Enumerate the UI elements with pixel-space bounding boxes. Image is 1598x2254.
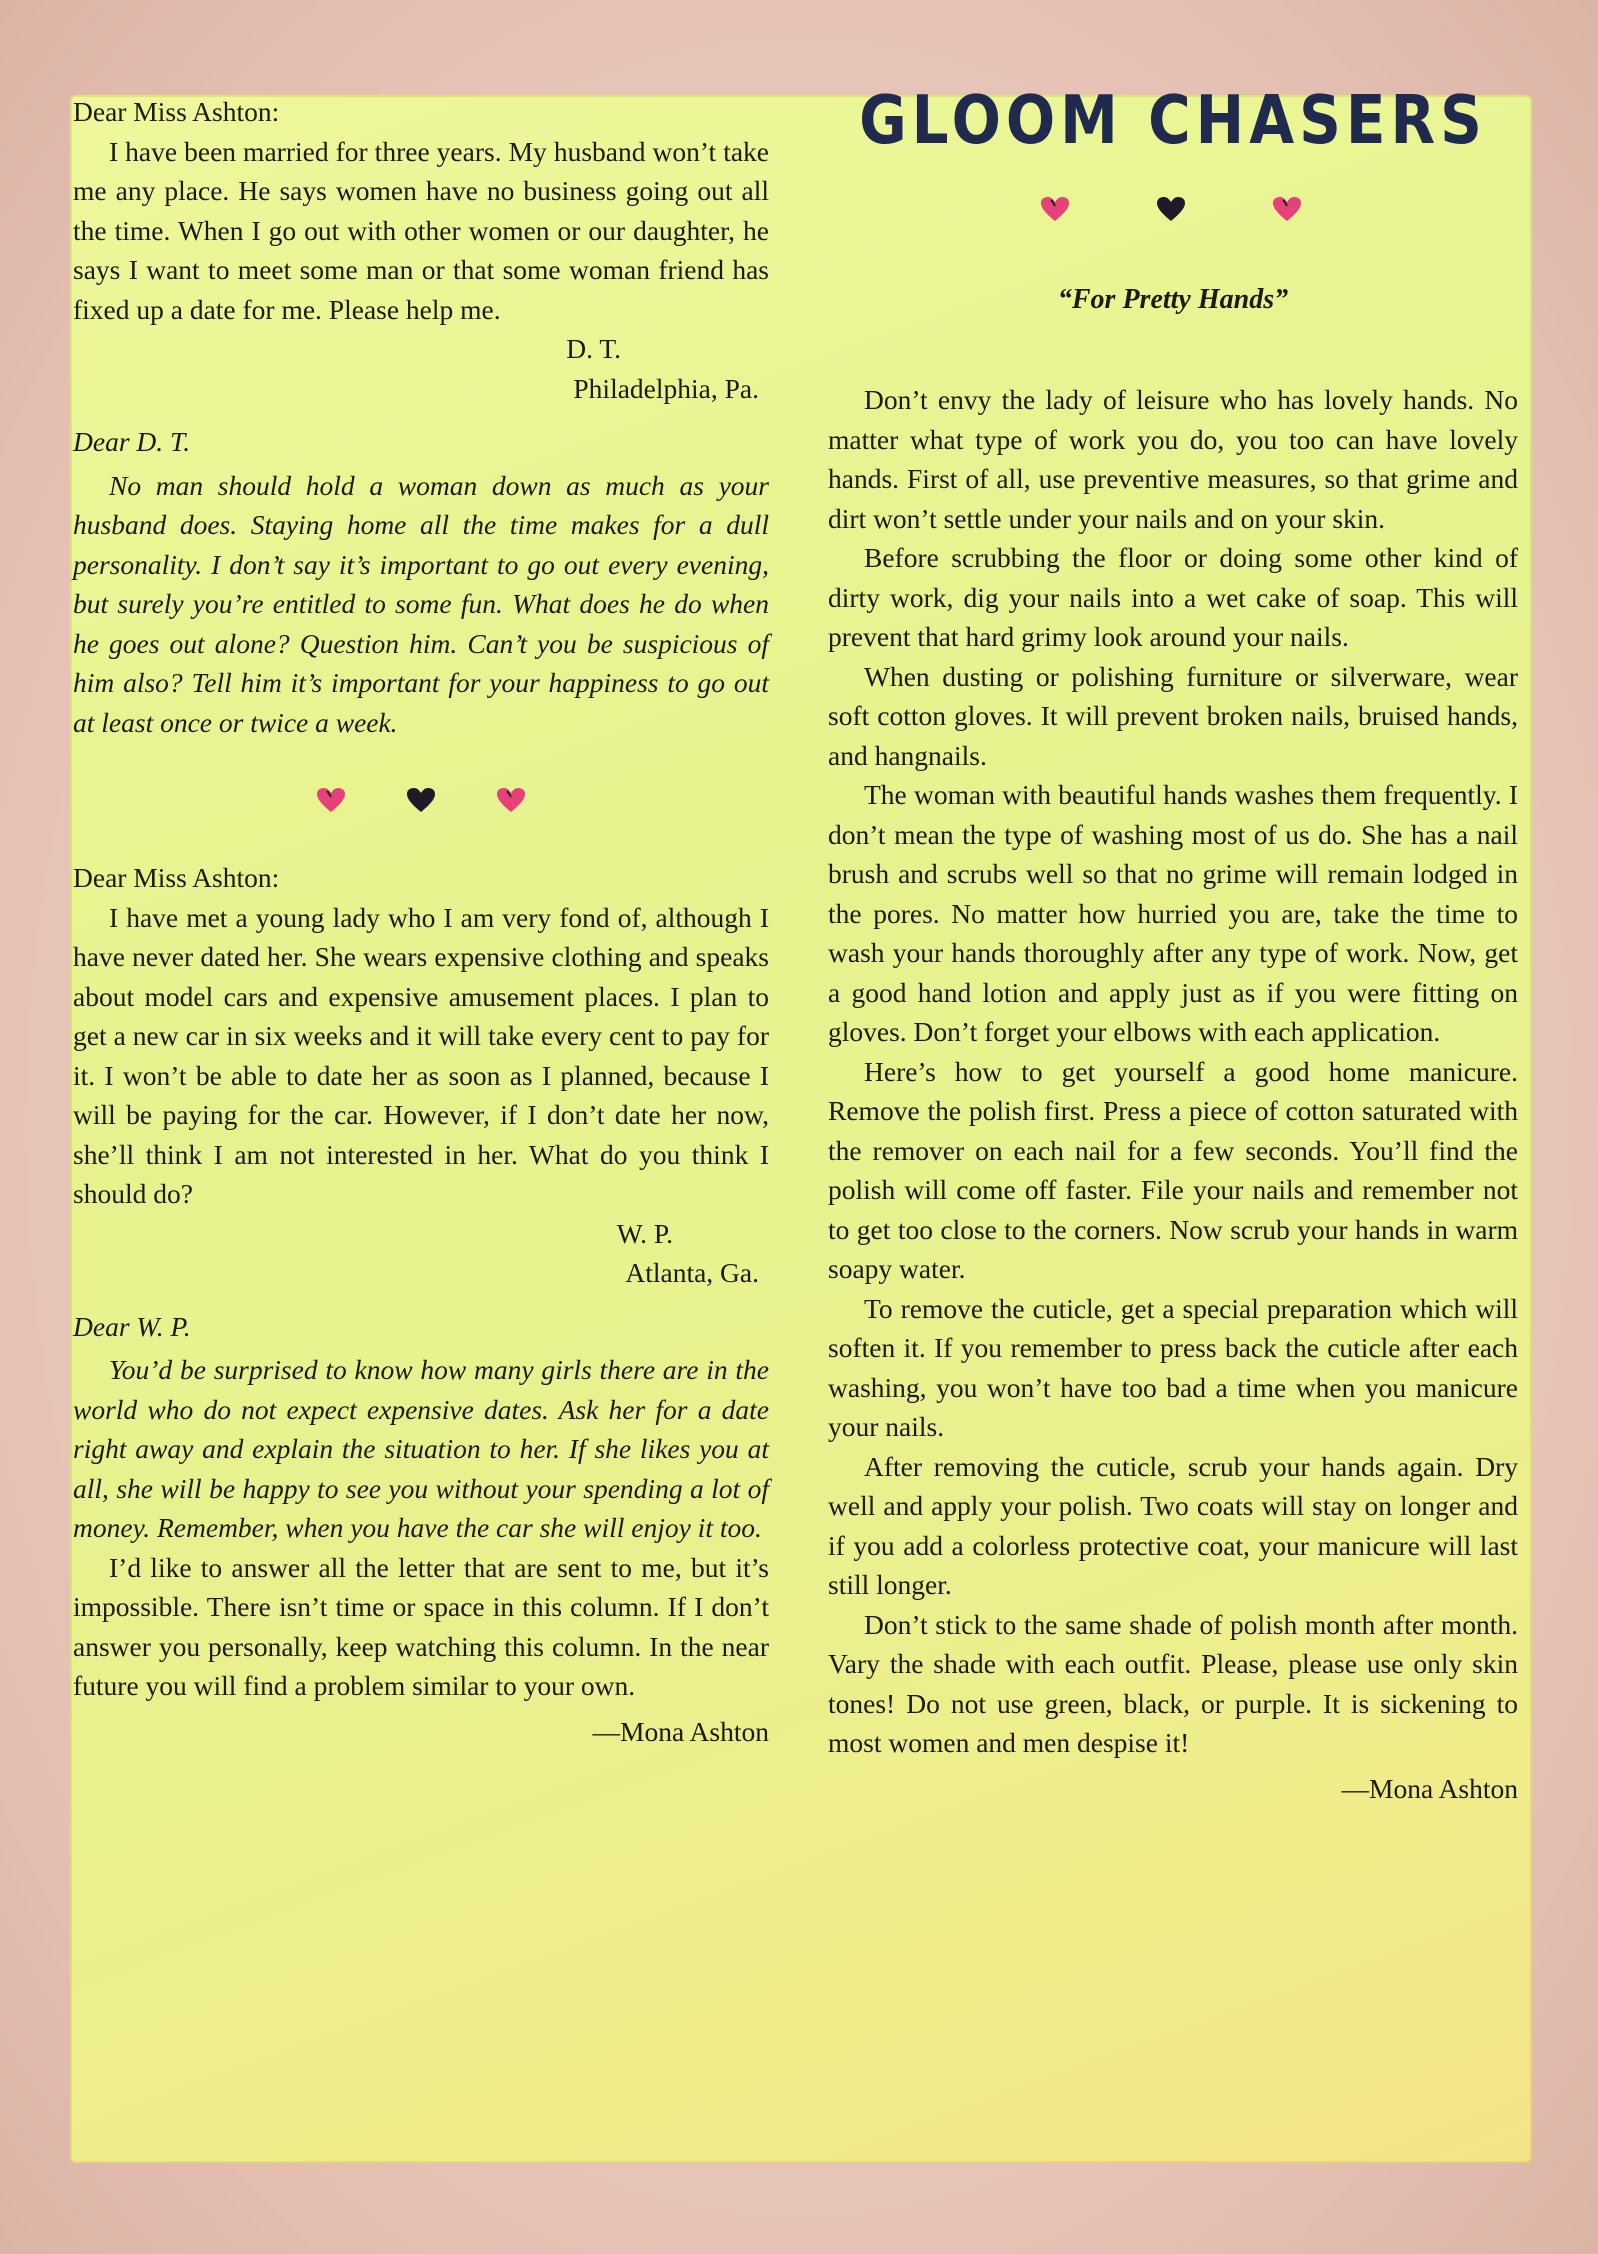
- article-paragraph: When dusting or polishing furniture or silverware, wear soft cotton gloves. It will prevent broken nails, bruised hands, and hangnails.: [828, 660, 1518, 771]
- article-paragraph: The woman with beautiful hands washes them frequently. I don’t mean the type of washing most of us do. She has a nail brush and scrubs well so that no grime will remain lodged in the pores. No matter how hurried you are, take the time to wash your hands thoroughly after any type of work. Now, get a good hand lotion and apply just as if you were fitting on gloves. Don’t forget your elbows with each application.: [828, 779, 1518, 1047]
- letter2-body: I have met a young lady who I am very fond of, although I have never dated her. She wears expensive clothing and speaks about model cars and expensive amusement places. I plan to get a new car in six weeks and it will take every cent to pay for it. I won’t be able to date her as soon as I planned, because I will be paying for the car. However, if I don’t date her now, she’ll think I am not interested in her. What do you think I should do?: [73, 901, 769, 1209]
- heart-icon: [1156, 196, 1186, 222]
- letter1-salutation: Dear Miss Ashton:: [73, 96, 280, 127]
- letter2-signature: [73, 1214, 769, 1293]
- page-title: GLOOM CHASERS: [859, 80, 1487, 160]
- article-paragraph: After removing the cuticle, scrub your hands again. Dry well and apply your polish. Two coats will stay on longer and if you add a colorless protective coat, your manicure will last still longer.: [828, 1450, 1518, 1600]
- article-paragraph: Don’t envy the lady of leisure who has lovely hands. No matter what type of work you do, you too can have lovely hands. First of all, use preventive measures, so that grime and dirt won’t settle under your nails and on your skin.: [828, 384, 1518, 534]
- reply1-body: No man should hold a woman down as much as your husband does. Staying home all the time makes for a dull personality. I don’t say it’s important to go out every evening, but surely you’re entitled to some fun. What does he do when he goes out alone? Question him. Can’t you be suspicious of him also? Tell him it’s important for your happiness to go out at least once or twice a week.: [73, 469, 769, 738]
- heart-icon: [496, 787, 526, 813]
- article-paragraph: Here’s how to get yourself a good home manicure. Remove the polish first. Press a piece of cotton saturated with the remover on each nail for a few seconds. You’ll find the polish will come off faster. File your nails and remember not to get too close to the corners. Now scrub your hands in warm soapy water.: [828, 1055, 1518, 1284]
- right-signoff: —Mona Ashton: [1341, 1772, 1518, 1804]
- letter1-signature: [73, 329, 769, 408]
- heart-icon: [406, 787, 436, 813]
- article-column: [828, 380, 1518, 1808]
- heart-icon: [316, 787, 346, 813]
- heart-divider-left: [73, 780, 769, 820]
- letter2-signature-name: W. P.: [616, 1217, 673, 1249]
- article-paragraph: Don’t stick to the same shade of polish month after month. Vary the shade with each outfit. Please, please use only skin tones! Do not use green, black, or purple. It is sickening to most women and men despise it!: [828, 1608, 1518, 1758]
- article-paragraph: Before scrubbing the floor or doing some other kind of dirty work, dig your nails into a wet cake of soap. This will prevent that hard grimy look around your nails.: [828, 542, 1518, 652]
- letter2-salutation: Dear Miss Ashton:: [73, 862, 280, 893]
- heart-divider-right: [1040, 196, 1302, 222]
- reply2-salutation: Dear W. P.: [73, 1310, 191, 1342]
- letter1-signature-place: Philadelphia, Pa.: [573, 372, 759, 404]
- advice-column: [73, 92, 769, 1751]
- letter2-signature-place: Atlanta, Ga.: [625, 1257, 759, 1288]
- heart-icon: [1040, 196, 1070, 222]
- letter1-signature-name: D. T.: [566, 333, 621, 364]
- left-signoff: —Mona Ashton: [592, 1715, 769, 1747]
- heart-icon: [1272, 196, 1302, 222]
- reply1-salutation: Dear D. T.: [73, 426, 191, 457]
- letter1-body: I have been married for three years. My husband won’t take me any place. He says women have no business going out all the time. When I go out with other women or our daughter, he says I want to meet some man or that some woman friend has fixed up a date for me. Please help me.: [73, 135, 769, 325]
- reply2-body: You’d be surprised to know how many girls there are in the world who do not expect expensive dates. Ask her for a date right away and explain the situation to her. If she likes you at all, she will be happy to see you without your spending a lot of money. Remember, when you have the car she will enjoy it too.: [73, 1354, 769, 1543]
- closing-note: I’d like to answer all the letter that are sent to me, but it’s impossible. There isn’t time or space in this column. If I don’t answer you personally, keep watching this column. In the near future you will find a problem similar to your own.: [73, 1551, 769, 1701]
- article-paragraph: To remove the cuticle, get a special preparation which will soften it. If you remember to press back the cuticle after each washing, you won’t have too bad a time when you manicure your nails.: [828, 1292, 1518, 1442]
- article-subtitle: “For Pretty Hands”: [1057, 284, 1289, 315]
